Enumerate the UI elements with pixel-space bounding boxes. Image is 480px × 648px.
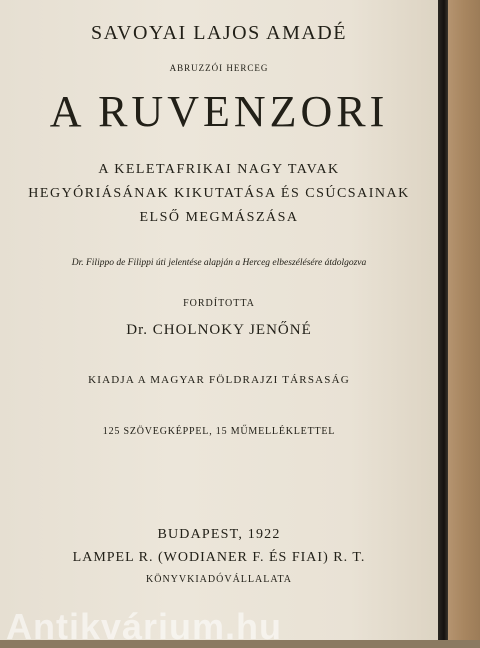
book-cover-board [448, 0, 480, 640]
subtitle-line-3: ELSŐ MEGMÁSZÁSA [139, 210, 299, 225]
illustrations-line: 125 SZÖVEGKÉPPEL, 15 MŰMELLÉKLETTEL [102, 426, 336, 437]
book-title: A RUVENZORI [49, 87, 389, 136]
author-name: SAVOYAI LAJOS AMADÉ [91, 22, 347, 44]
printer-name: LAMPEL R. (WODIANER F. ÉS FIAI) R. T. [72, 550, 366, 565]
subtitle-line-2: HEGYÓRIÁSÁNAK KIKUTATÁSA ÉS CSÚCSAINAK [28, 186, 410, 201]
publisher-line: KIADJA A MAGYAR FÖLDRAJZI TÁRSASÁG [88, 374, 350, 386]
source-note: Dr. Filippo de Filippi úti jelentése alapján a Herceg elbeszélésére átdolgozva [71, 258, 367, 268]
subtitle-line-1: A KELETAFRIKAI NAGY TAVAK [98, 162, 340, 177]
watermark: Antikvárium.hu [6, 606, 283, 647]
printer-company: KÖNYVKIADÓVÁLLALATA [146, 574, 292, 585]
place-year: BUDAPEST, 1922 [157, 527, 281, 542]
translated-by-label: FORDÍTOTTA [183, 298, 255, 309]
author-title: ABRUZZÓI HERCEG [169, 63, 269, 73]
book-spine-edge [438, 0, 448, 640]
translator-name: Dr. CHOLNOKY JENŐNÉ [126, 322, 312, 338]
